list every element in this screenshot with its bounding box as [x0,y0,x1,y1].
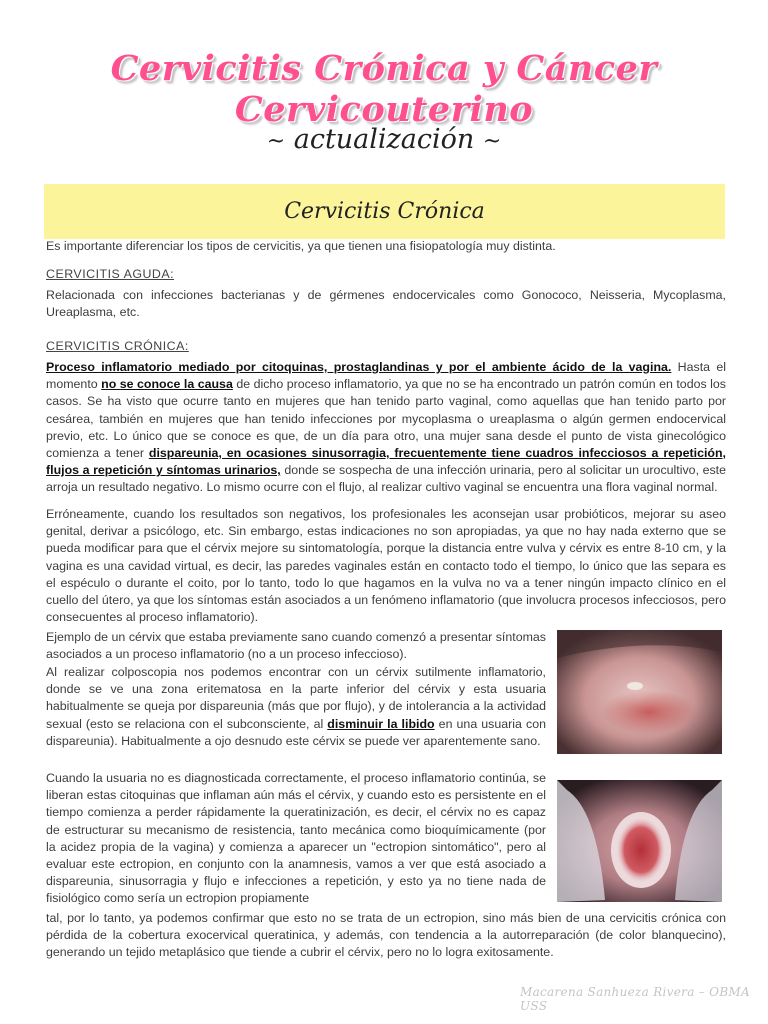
intro-text: Es importante diferenciar los tipos de cervicitis, ya que tienen una fisiopatología muy distinta. [46,239,556,253]
page-subtitle [0,124,768,155]
cronica-paragraph-2: Erróneamente, cuando los resultados son negativos, los profesionales les aconsejan usar probióticos, mejorar su aseo genital, derivar a psicólogo, etc. Sin embargo, estas indicaciones no son apropiadas, ya que no hay nada externo que se pueda modificar para que el cérvix mejore su sintomatología, porque la distancia entre vulva y cérvix es entre 8-10 cm, y la vagina es una cavidad virtual, es decir, las paredes vaginales están en contacto todo el tiempo, lo único que las separa es el espéculo o durante el coito, por lo tanto, todo lo que hagamos en la vulva no va a tener ningún impacto clínico en el cuello del útero, ya que los síntomas están asociados a un fenómeno inflamatorio (que involucra procesos infecciosos, pero consecuentes al proceso inflamatorio). [46,507,726,625]
section-banner [44,184,725,239]
p1-text-3: donde se sospecha de una infección urinaria, pero al solicitar un urocultivo, este arroja un resultado negativo. Lo mismo ocurre con el flujo, al realizar cultivo vaginal se encuentra una flora vaginal normal. [46,463,726,495]
section-title: Cervicitis Crónica [284,199,485,224]
swirl-right-icon: ~ [482,129,502,154]
swirl-left-icon: ~ [266,129,286,154]
cronica-heading: CERVICITIS CRÓNICA: [46,339,189,353]
p4-text-1: Al realizar colposcopia nos podemos encontrar con un cérvix sutilmente inflamatorio, donde se ve una zona eritematosa en la parte inferior del cérvix y esta usuaria habitualmente se queja por dispareunia (más que por flujo), y de intolerancia a la actividad sexual (esto se relaciona con el subconsciente, al [46,665,546,731]
colposcopy-image-1-graphic [557,630,722,754]
bold-definition: Proceso inflamatorio mediado por citoquinas, prostaglandinas y por el ambiente ácido de la vagina. [46,360,672,374]
cronica-paragraph-5a: Cuando la usuaria no es diagnosticada correctamente, el proceso inflamatorio continúa, se liberan estas citoquinas que inflaman aún más el cérvix, y cuando esto es persistente en el tiempo comienza a perder rápidamente la queratinización, es decir, el cérvix no es capaz de estructurar su mecanismo de resistencia, tanto mecánica como bioquímicamente (por la acidez propia de la vagina) y comienza a aparecer un "ectropion sintomático", pero al evaluar este ectropion, en conjunto con la anamnesis, vamos a ver que está asociado a dispareunia, sinusorragia y flujo e infecciones a repetición, y esto ya no tiene nada de fisiológico como sería un ectropion propiamente [46,771,546,906]
aguda-text: Relacionada con infecciones bacterianas y de gérmenes endocervicales como Gonococo, Neisseria, Mycoplasma, Ureaplasma, etc. [46,288,726,320]
p1-text-2: de dicho proceso inflamatorio, ya que no se ha encontrado un patrón común en todos los casos. Se ha visto que ocurre tanto en mujeres que han tenido parto vaginal, como aquellas que han tenido parto por cesárea, también en mujeres que han tenido infecciones por mycoplasma o ureaplasma o algún germen endocervical previo, etc. Lo único que se conoce es que, de un día para otro, una mujer sana desde el punto de vista ginecológico comienza a tener [46,377,726,461]
bold-unknown-cause: no se conoce la causa [101,377,233,392]
footer-author: Macarena Sanhueza Rivera – OBMA USS [520,985,750,1013]
cronica-paragraph-4 [46,664,546,750]
p4-text-2: en una usuaria con dispareunia). Habitualmente a ojo desnudo este cérvix se puede ver aparentemente sano. [46,716,546,748]
colposcopy-image-2-graphic [557,780,722,902]
subtitle-text: actualización [293,124,475,155]
aguda-heading: CERVICITIS AGUDA: [46,267,175,281]
bold-libido: disminuir la libido [327,716,435,731]
page-title: Cervicitis Crónica y Cáncer Cervicouterino [110,48,658,130]
cronica-paragraph-1 [46,359,726,497]
p1-text-1: Hasta el momento [46,360,727,392]
colposcopy-image-2 [557,780,722,902]
cronica-paragraph-3: Ejemplo de un cérvix que estaba previamente sano cuando comenzó a presentar síntomas asociados a un proceso inflamatorio (no a un proceso infeccioso). [46,630,546,662]
cronica-paragraph-5b: tal, por lo tanto, ya podemos confirmar que esto no se trata de un ectropion, sino más bien de una cervicitis crónica con pérdida de la cobertura exocervical queratinica, y además, con tendencia a la autorreparación (de color blanquecino), generando un tejido metaplásico que tiende a cubrir el cérvix, pero no lo logra exitosamente. [46,911,726,960]
bold-symptoms: dispareunia, en ocasiones sinusorragia, frecuentemente tiene cuadros infecciosos a repetición, flujos a repetición y síntomas urinarios, [46,446,726,478]
colposcopy-image-1 [557,630,722,754]
